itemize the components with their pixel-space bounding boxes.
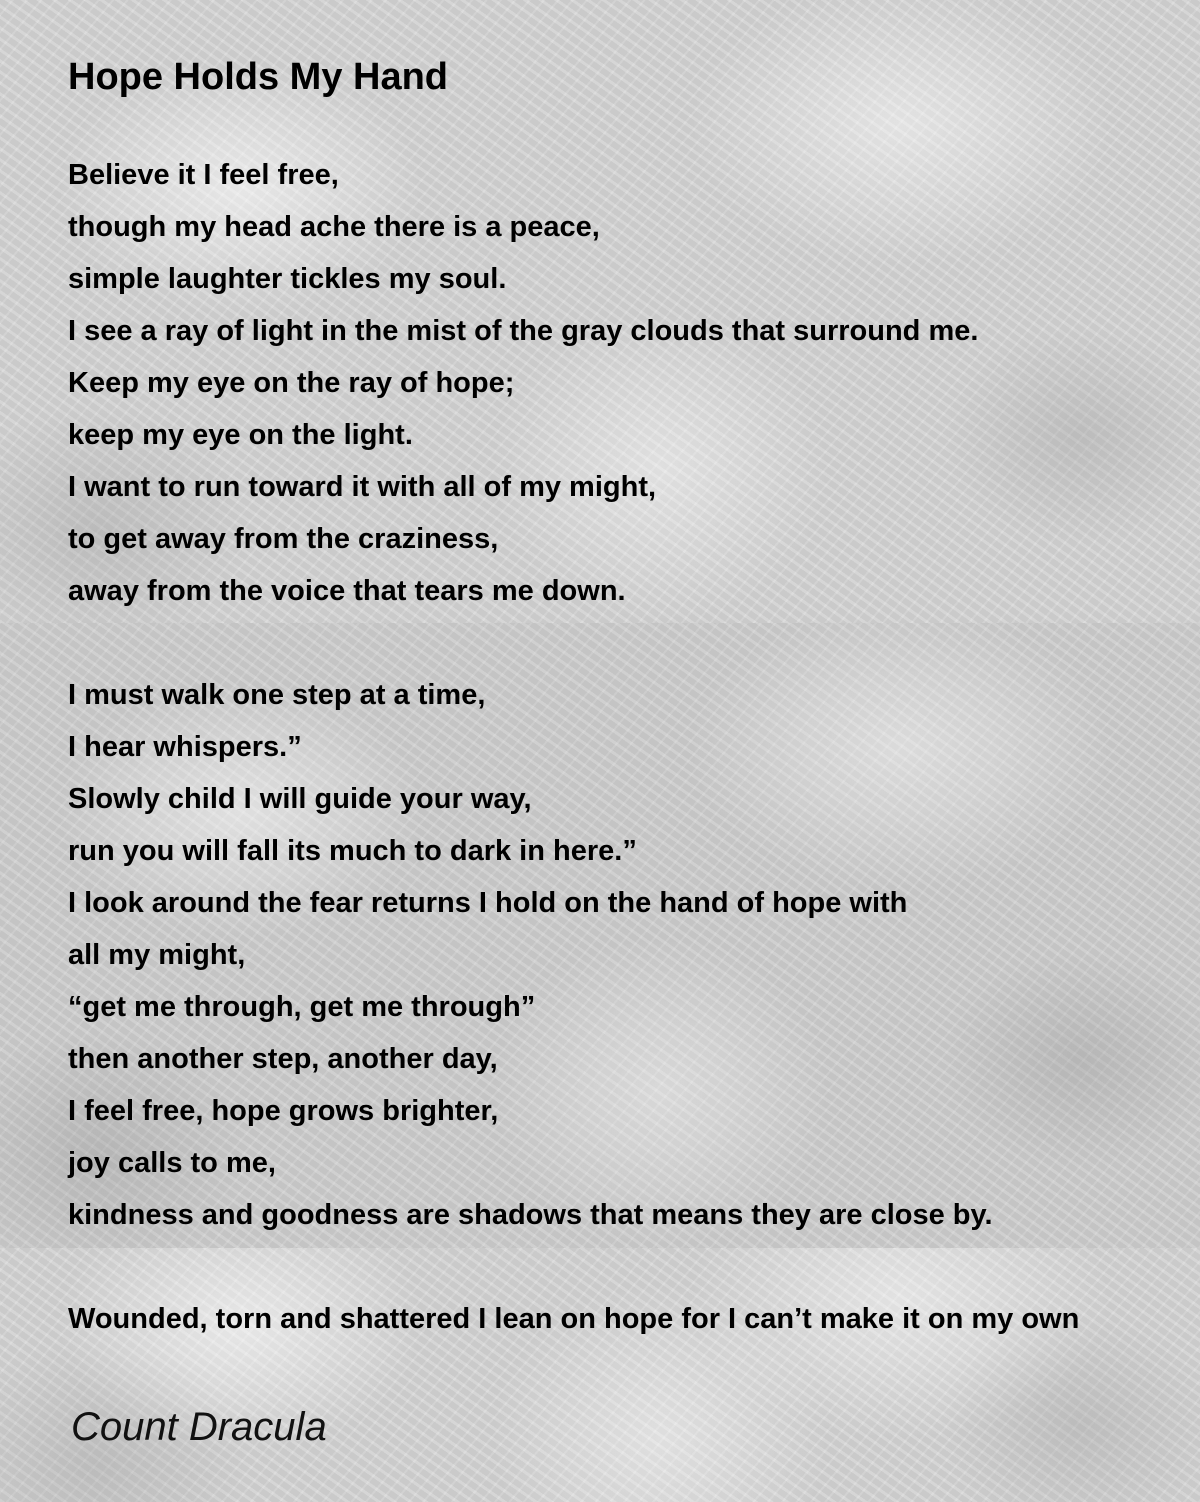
- poem-line: joy calls to me,: [68, 1147, 276, 1179]
- poem-line: I want to run toward it with all of my might,: [68, 471, 657, 503]
- poem-line: Wounded, torn and shattered I lean on hope for I can’t make it on my own: [68, 1303, 1080, 1335]
- poem-line: away from the voice that tears me down.: [68, 575, 626, 607]
- poem-line: Believe it I feel free,: [68, 159, 339, 191]
- poem-line: I must walk one step at a time,: [68, 679, 486, 711]
- poem-line: I hear whispers.”: [68, 731, 302, 763]
- poem-line: I look around the fear returns I hold on the hand of hope with: [68, 887, 908, 919]
- poem-line: simple laughter tickles my soul.: [68, 263, 507, 295]
- poem-line: though my head ache there is a peace,: [68, 211, 600, 243]
- stanza-1: [68, 152, 978, 620]
- poem-line: then another step, another day,: [68, 1043, 498, 1075]
- poem-author: Count Dracula: [71, 1405, 327, 1449]
- poem-line: kindness and goodness are shadows that means they are close by.: [68, 1199, 993, 1231]
- poem-line: I feel free, hope grows brighter,: [68, 1095, 499, 1127]
- stanza-3: [68, 1296, 1079, 1348]
- poem-line: Slowly child I will guide your way,: [68, 783, 532, 815]
- background-texture-bottom: [0, 1248, 1200, 1502]
- poem-line: I see a ray of light in the mist of the gray clouds that surround me.: [68, 315, 979, 347]
- poem-title: Hope Holds My Hand: [68, 56, 449, 98]
- poem-line: run you will fall its much to dark in here.”: [68, 835, 637, 867]
- poem-line: keep my eye on the light.: [68, 419, 413, 451]
- poem-line: all my might,: [68, 939, 246, 971]
- stanza-2: [68, 672, 993, 1244]
- poem-line: “get me through, get me through”: [68, 991, 536, 1023]
- poem-line: to get away from the craziness,: [68, 523, 499, 555]
- poem-line: Keep my eye on the ray of hope;: [68, 367, 515, 399]
